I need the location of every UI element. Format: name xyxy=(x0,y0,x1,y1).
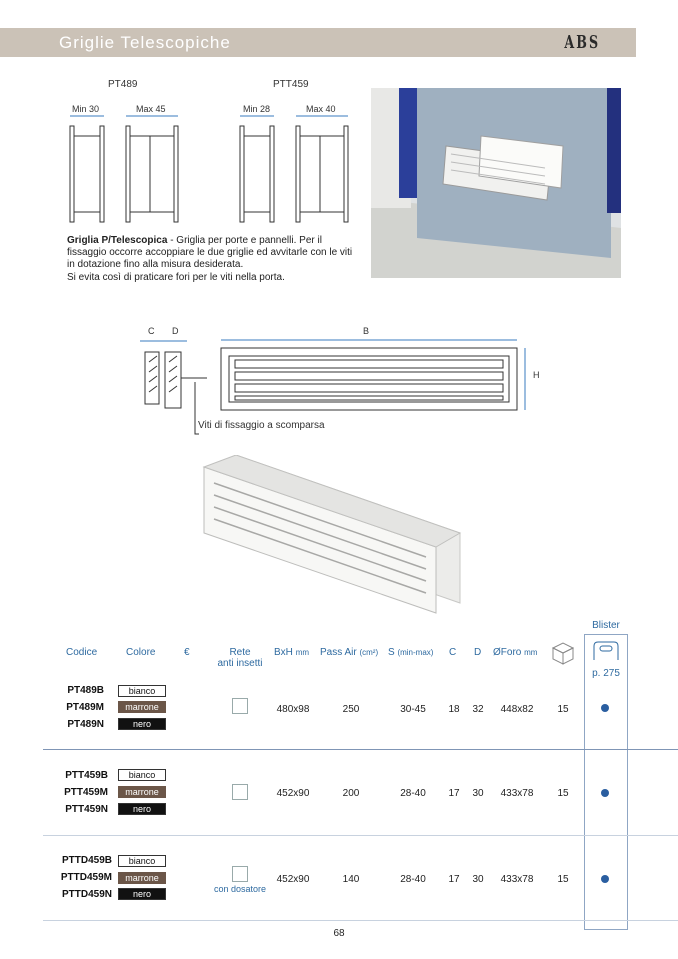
ptt459-min: Min 28 xyxy=(243,104,271,114)
header-s xyxy=(388,647,433,658)
ptt459-max: Max 40 xyxy=(306,104,336,114)
cell-c: 17 xyxy=(448,788,460,799)
cell-foro: 433x78 xyxy=(500,788,534,799)
blister-hang-icon xyxy=(592,640,620,662)
rete-checkbox xyxy=(232,784,248,800)
door-photo xyxy=(371,88,621,278)
header-foro-text: ØForo xyxy=(493,647,522,658)
cell-d: 30 xyxy=(472,788,484,799)
header-rete-line2: anti insetti xyxy=(217,658,263,669)
header-d: D xyxy=(474,647,482,658)
cell-d: 30 xyxy=(472,874,484,885)
code-ptt459m: PTT459M xyxy=(64,787,108,798)
cell-s: 28-40 xyxy=(400,788,426,799)
description-title: Griglia P/Telescopica xyxy=(67,235,168,246)
header-s-unit: (min-max) xyxy=(397,648,434,657)
header-euro: € xyxy=(184,647,190,658)
color-bianco: bianco xyxy=(118,685,166,697)
grille-render xyxy=(200,455,465,620)
blister-dot xyxy=(601,875,609,883)
header-codice: Codice xyxy=(66,647,98,658)
code-pttd459m: PTTD459M xyxy=(60,872,112,883)
product-description xyxy=(67,235,357,284)
header-colore: Colore xyxy=(126,647,156,658)
drawing-label-ptt459: PTT459 xyxy=(273,79,309,90)
color-marrone: marrone xyxy=(118,872,166,884)
dim-h: H xyxy=(533,370,540,380)
box-quantity-icon xyxy=(550,640,576,666)
rete-checkbox xyxy=(232,698,248,714)
blister-label: Blister xyxy=(592,620,620,631)
page-title: Griglie Telescopiche xyxy=(59,33,231,52)
header-rete-line1: Rete xyxy=(229,647,251,658)
header-foro xyxy=(493,647,537,658)
cell-foro: 448x82 xyxy=(500,704,534,715)
color-marrone: marrone xyxy=(118,701,166,713)
page-header xyxy=(0,28,636,57)
pt489-max: Max 45 xyxy=(136,104,166,114)
code-pt489n: PT489N xyxy=(67,719,104,730)
header-pass-unit: (cm²) xyxy=(359,648,379,657)
drawing-label-pt489: PT489 xyxy=(108,79,138,90)
cell-bxh: 452x90 xyxy=(276,874,310,885)
row-separator xyxy=(43,749,678,750)
pt489-min: Min 30 xyxy=(72,104,100,114)
header-pass xyxy=(320,647,378,658)
cell-s: 30-45 xyxy=(400,704,426,715)
row-separator xyxy=(43,920,678,921)
code-pttd459b: PTTD459B xyxy=(61,855,112,866)
code-pt489b: PT489B xyxy=(67,685,104,696)
color-nero: nero xyxy=(118,803,166,815)
color-nero: nero xyxy=(118,718,166,730)
cell-c: 17 xyxy=(448,874,460,885)
color-marrone: marrone xyxy=(118,786,166,798)
header-s-text: S xyxy=(388,647,395,658)
description-line2: Si evita così di praticare fori per le viti nella porta. xyxy=(67,271,285,283)
header-bxh-text: BxH xyxy=(274,647,293,658)
cell-pass: 200 xyxy=(342,788,360,799)
dosatore-note: con dosatore xyxy=(213,884,267,894)
header-rete xyxy=(212,647,268,669)
cross-section-diagram xyxy=(135,336,535,436)
code-ptt459b: PTT459B xyxy=(65,770,108,781)
row-separator xyxy=(43,835,678,836)
description-text: - Griglia per porte e pannelli. Per il fissaggio occorre accoppiare le due griglie ed avvitarle con le viti in dotazione fino alla misura desiderata. xyxy=(67,235,353,271)
cell-c: 18 xyxy=(448,704,460,715)
header-bxh xyxy=(274,647,309,658)
code-pttd459n: PTTD459N xyxy=(61,889,112,900)
blister-page: p. 275 xyxy=(592,668,620,679)
color-bianco: bianco xyxy=(118,855,166,867)
rete-checkbox xyxy=(232,866,248,882)
header-foro-unit: mm xyxy=(524,648,538,657)
screws-label: Viti di fissaggio a scomparsa xyxy=(198,420,325,431)
color-bianco: bianco xyxy=(118,769,166,781)
cell-foro: 433x78 xyxy=(500,874,534,885)
code-pt489m: PT489M xyxy=(66,702,104,713)
blister-dot xyxy=(601,789,609,797)
cell-pass: 250 xyxy=(342,704,360,715)
section-drawings xyxy=(60,112,360,224)
color-nero: nero xyxy=(118,888,166,900)
cell-bxh: 480x98 xyxy=(276,704,310,715)
cell-s: 28-40 xyxy=(400,874,426,885)
dim-b: B xyxy=(363,326,370,336)
dim-d: D xyxy=(172,326,179,336)
blister-dot xyxy=(601,704,609,712)
cell-qty: 15 xyxy=(557,788,569,799)
code-ptt459n: PTT459N xyxy=(65,804,108,815)
cell-qty: 15 xyxy=(557,704,569,715)
page-number: 68 xyxy=(333,928,345,939)
dim-c: C xyxy=(148,326,155,336)
cell-bxh: 452x90 xyxy=(276,788,310,799)
cell-qty: 15 xyxy=(557,874,569,885)
header-pass-text: Pass Air xyxy=(320,647,357,658)
brand-logo: ABS xyxy=(564,32,600,53)
header-c: C xyxy=(449,647,457,658)
cell-pass: 140 xyxy=(342,874,360,885)
header-bxh-unit: mm xyxy=(295,648,310,657)
cell-d: 32 xyxy=(472,704,484,715)
